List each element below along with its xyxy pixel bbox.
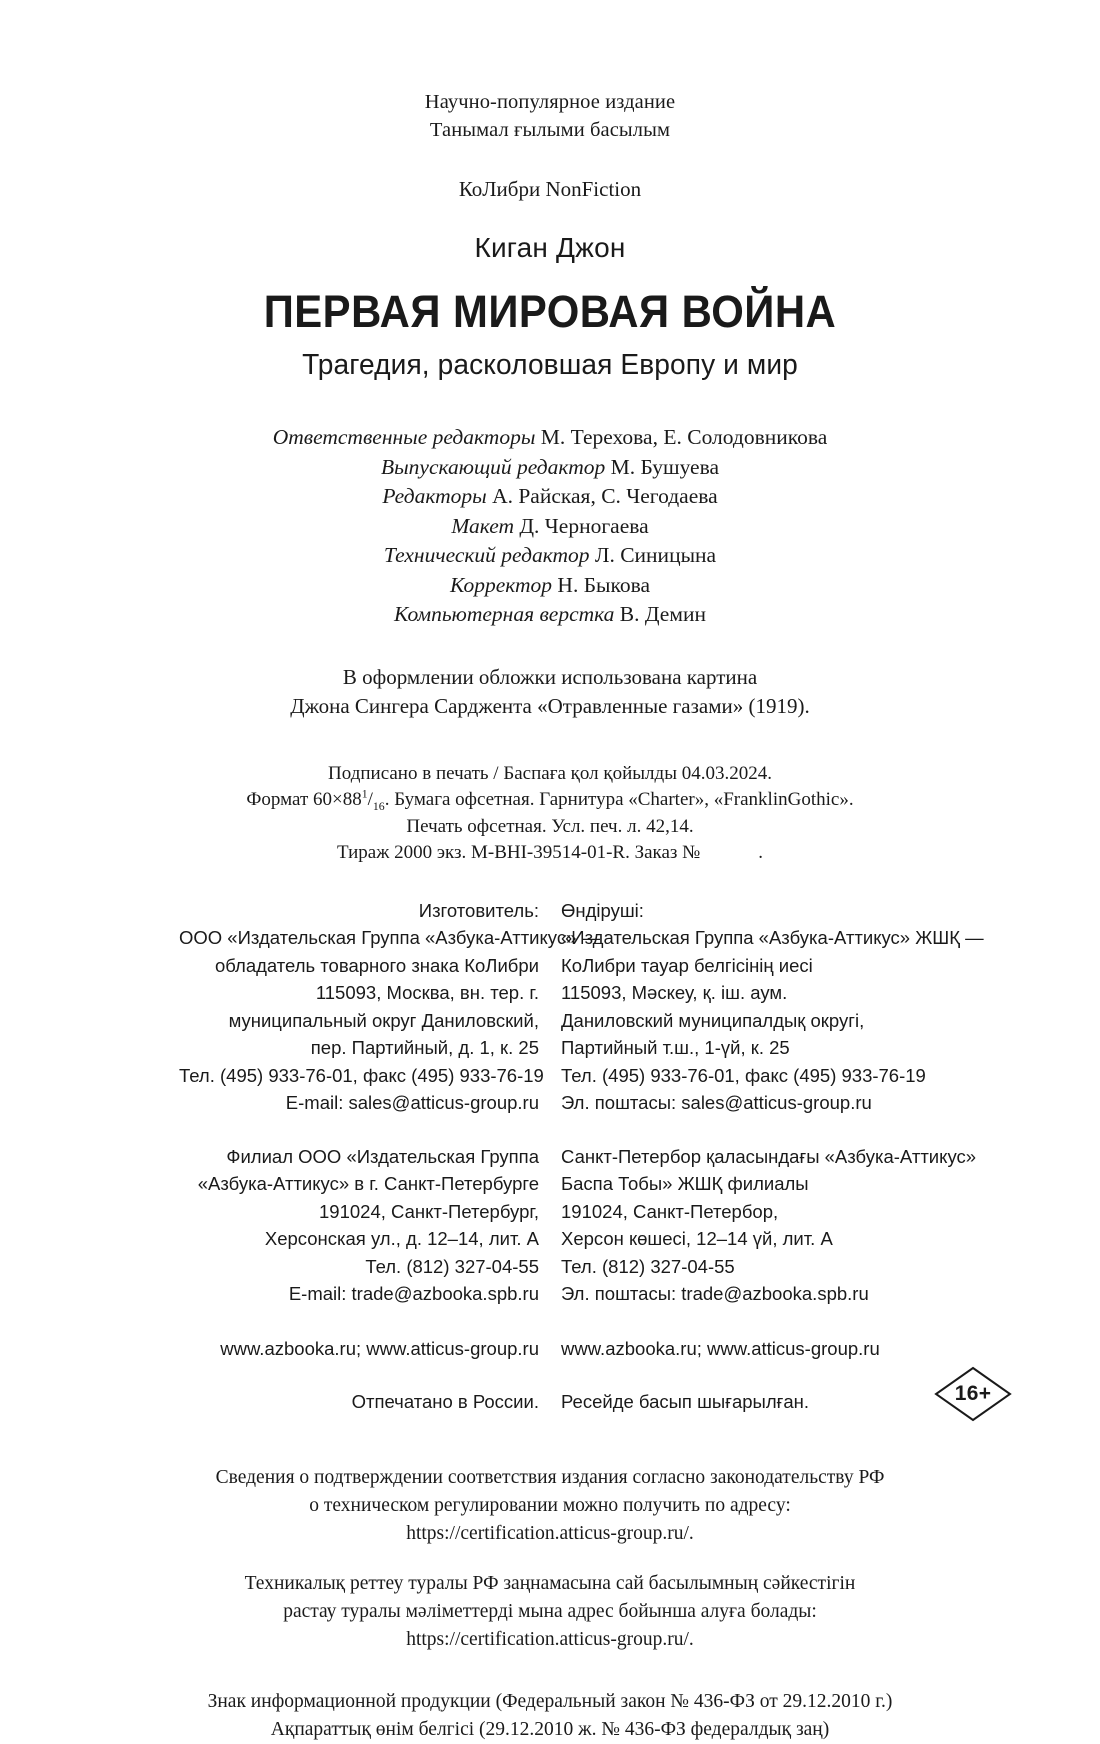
credit-line [0,541,1100,571]
credit-line [0,423,1100,453]
credit-names: В. Демин [619,602,706,626]
websites-kk[interactable] [561,1335,921,1363]
branch-email-ru[interactable]: E-mail: trade@azbooka.spb.ru [288,1283,539,1304]
age-mark-law-ru: Знак информационной продукции (Федеральный закон № 436-ФЗ от 29.12.2010 г.) [207,1690,893,1712]
credit-line [0,453,1100,483]
certification-ru [0,1464,1100,1548]
manufacturer-block-kk [561,897,984,1117]
credits-block [0,423,1100,630]
print-run-suffix: . [758,842,764,863]
branch-line: 191024, Санкт-Петербор, [561,1200,779,1222]
certification-kk-line-2: растау туралы мәліметтерді мына адрес бойынша алуға болады: [283,1600,817,1622]
branch-line: Херсонская ул., д. 12–14, лит. А [264,1228,539,1249]
certification-kk-url[interactable]: https://certification.atticus-group.ru/. [406,1628,694,1650]
credit-role: Ответственные редакторы [272,425,536,449]
credit-line [0,512,1100,542]
branch-email-kk[interactable]: Эл. поштасы: trade@azbooka.spb.ru [561,1283,869,1304]
printed-in-kk [561,1388,921,1416]
credit-line [0,482,1100,512]
printed-in-line-kk: Ресейде басып шығарылған. [561,1391,810,1412]
credit-role: Корректор [449,572,553,597]
edition-type-kk: Танымал ғылыми басылым [429,119,671,141]
branch-phone-ru: Тел. (812) 327-04-55 [365,1255,539,1277]
branch-block-ru [179,1143,539,1308]
manufacturer-line: ООО «Издательская Группа «Азбука-Аттикус» — [179,927,601,948]
age-mark-law-block [0,1688,1100,1744]
manufacturer-email-kk[interactable]: Эл. поштасы: sales@atticus-group.ru [561,1092,872,1113]
manufacturer-heading-kk: Өндіруші: [561,899,644,921]
manufacturer-phone-kk: Тел. (495) 933-76-01, факс (495) 933-76-19 [561,1064,926,1086]
manufacturer-line: обладатель товарного знака КоЛибри [214,954,539,976]
cover-artwork-note [0,663,1100,721]
address-columns [0,897,1100,1416]
manufacturer-line: муниципальный округ Даниловский, [228,1009,539,1031]
website-line-ru[interactable]: www.azbooka.ru; www.atticus-group.ru [220,1337,539,1359]
credit-names: М. Терехова, Е. Солодовникова [540,425,828,449]
branch-line: Санкт-Петербор қаласындағы «Азбука-Аттикус» [561,1145,977,1167]
credit-line [0,600,1100,630]
edition-header [0,88,1100,203]
websites-ru[interactable] [179,1335,539,1363]
format-prefix: Формат 60×88 [246,789,362,810]
certification-block [0,1464,1100,1654]
format-line: Формат $60\times 88^1/_{16}$. Бумага офсетная. Гарнитура «Charter», «FranklinGothic». [246,787,854,813]
credit-role: Макет [451,513,515,538]
manufacturer-phone-ru: Тел. (495) 933-76-01, факс (495) 933-76-19 [179,1064,544,1086]
printed-in-line-ru: Отпечатано в России. [351,1391,539,1412]
address-column-ru [179,897,601,1416]
certification-ru-url[interactable]: https://certification.atticus-group.ru/. [406,1522,694,1544]
page-title: ПЕРВАЯ МИРОВАЯ ВОЙНА [263,286,837,337]
author-name: Киган Джон [474,232,626,263]
website-line-kk[interactable]: www.azbooka.ru; www.atticus-group.ru [561,1337,880,1359]
branch-line: Херсон көшесі, 12–14 үй, лит. А [561,1228,833,1249]
credit-names: Н. Быкова [557,572,651,597]
certification-kk [0,1570,1100,1654]
age-mark-law-kk: Ақпараттық өнім белгісі (29.12.2010 ж. № 436-ФЗ федералдық заң) [270,1718,830,1740]
imprint-name: КоЛибри NonFiction [458,177,642,201]
printing-method-line: Печать офсетная. Усл. печ. л. 42,14. [406,815,694,837]
manufacturer-line: КоЛибри тауар белгісінің иесі [561,954,813,976]
branch-line: Баспа Тобы» ЖШҚ филиалы [561,1173,809,1194]
printed-in-ru [179,1388,539,1416]
cover-note-line-1: В оформлении обложки использована картина [342,664,758,689]
manufacturer-line: пер. Партийный, д. 1, к. 25 [310,1037,539,1058]
credit-role: Технический редактор [383,543,590,567]
format-suffix: . Бумага офсетная. Гарнитура «Charter», «FranklinGothic». [384,789,854,810]
branch-block-kk [561,1143,977,1308]
credit-role: Выпускающий редактор [380,454,606,479]
age-rating-label: 16+ [954,1382,992,1405]
signed-to-print-line: Подписано в печать / Баспаға қол қойылды 04.03.2024. [328,762,772,784]
manufacturer-line: Партийный т.ш., 1-үй, к. 25 [561,1037,790,1058]
certification-kk-line-1: Техникалық реттеу туралы РФ заңнамасына сай басылымның сәйкестігін [244,1572,856,1594]
credit-names: Д. Черногаева [519,513,649,538]
branch-line: 191024, Санкт-Петербург, [319,1200,539,1222]
credit-names: А. Райская, С. Чегодаева [492,484,718,508]
manufacturer-heading-ru: Изготовитель: [418,899,539,921]
manufacturer-line: Даниловский муниципалдық округі, [561,1009,865,1031]
format-denominator: 16 [372,799,385,813]
credit-role: Редакторы [382,484,487,508]
print-run-line [0,840,1100,867]
manufacturer-line: 115093, Мәскеу, қ. іш. аум. [561,982,788,1003]
credit-role: Компьютерная верстка [394,602,615,626]
credit-names: М. Бушуева [610,454,720,479]
branch-phone-kk: Тел. (812) 327-04-55 [561,1255,735,1277]
format-numerator: 1 [361,787,368,801]
print-run-prefix: Тираж 2000 экз. M-BHI-39514-01-R. Заказ № [336,842,701,863]
edition-type-ru: Научно-популярное издание [424,91,676,113]
manufacturer-line: 115093, Москва, вн. тер. г. [315,982,539,1003]
credit-names: Л. Синицына [594,543,717,567]
print-data-block [0,761,1100,867]
branch-line: Филиал ООО «Издательская Группа [226,1145,539,1167]
credit-line [0,571,1100,601]
manufacturer-email-ru[interactable]: E-mail: sales@atticus-group.ru [285,1092,539,1113]
certification-ru-line-2: о техническом регулировании можно получить по адресу: [309,1494,791,1516]
certification-ru-line-1: Сведения о подтверждении соответствия издания согласно законодательству РФ [215,1466,885,1488]
cover-note-line-2: Джона Сингера Сарджента «Отравленные газами» (1919). [290,693,810,718]
branch-line: «Азбука-Аттикус» в г. Санкт-Петербурге [197,1173,539,1194]
age-rating-badge [934,1366,1012,1422]
manufacturer-line: «Издательская Группа «Азбука-Аттикус» ЖШҚ — [561,927,984,948]
manufacturer-block-ru [179,897,601,1117]
book-subtitle: Трагедия, расколовшая Европу и мир [302,349,798,381]
